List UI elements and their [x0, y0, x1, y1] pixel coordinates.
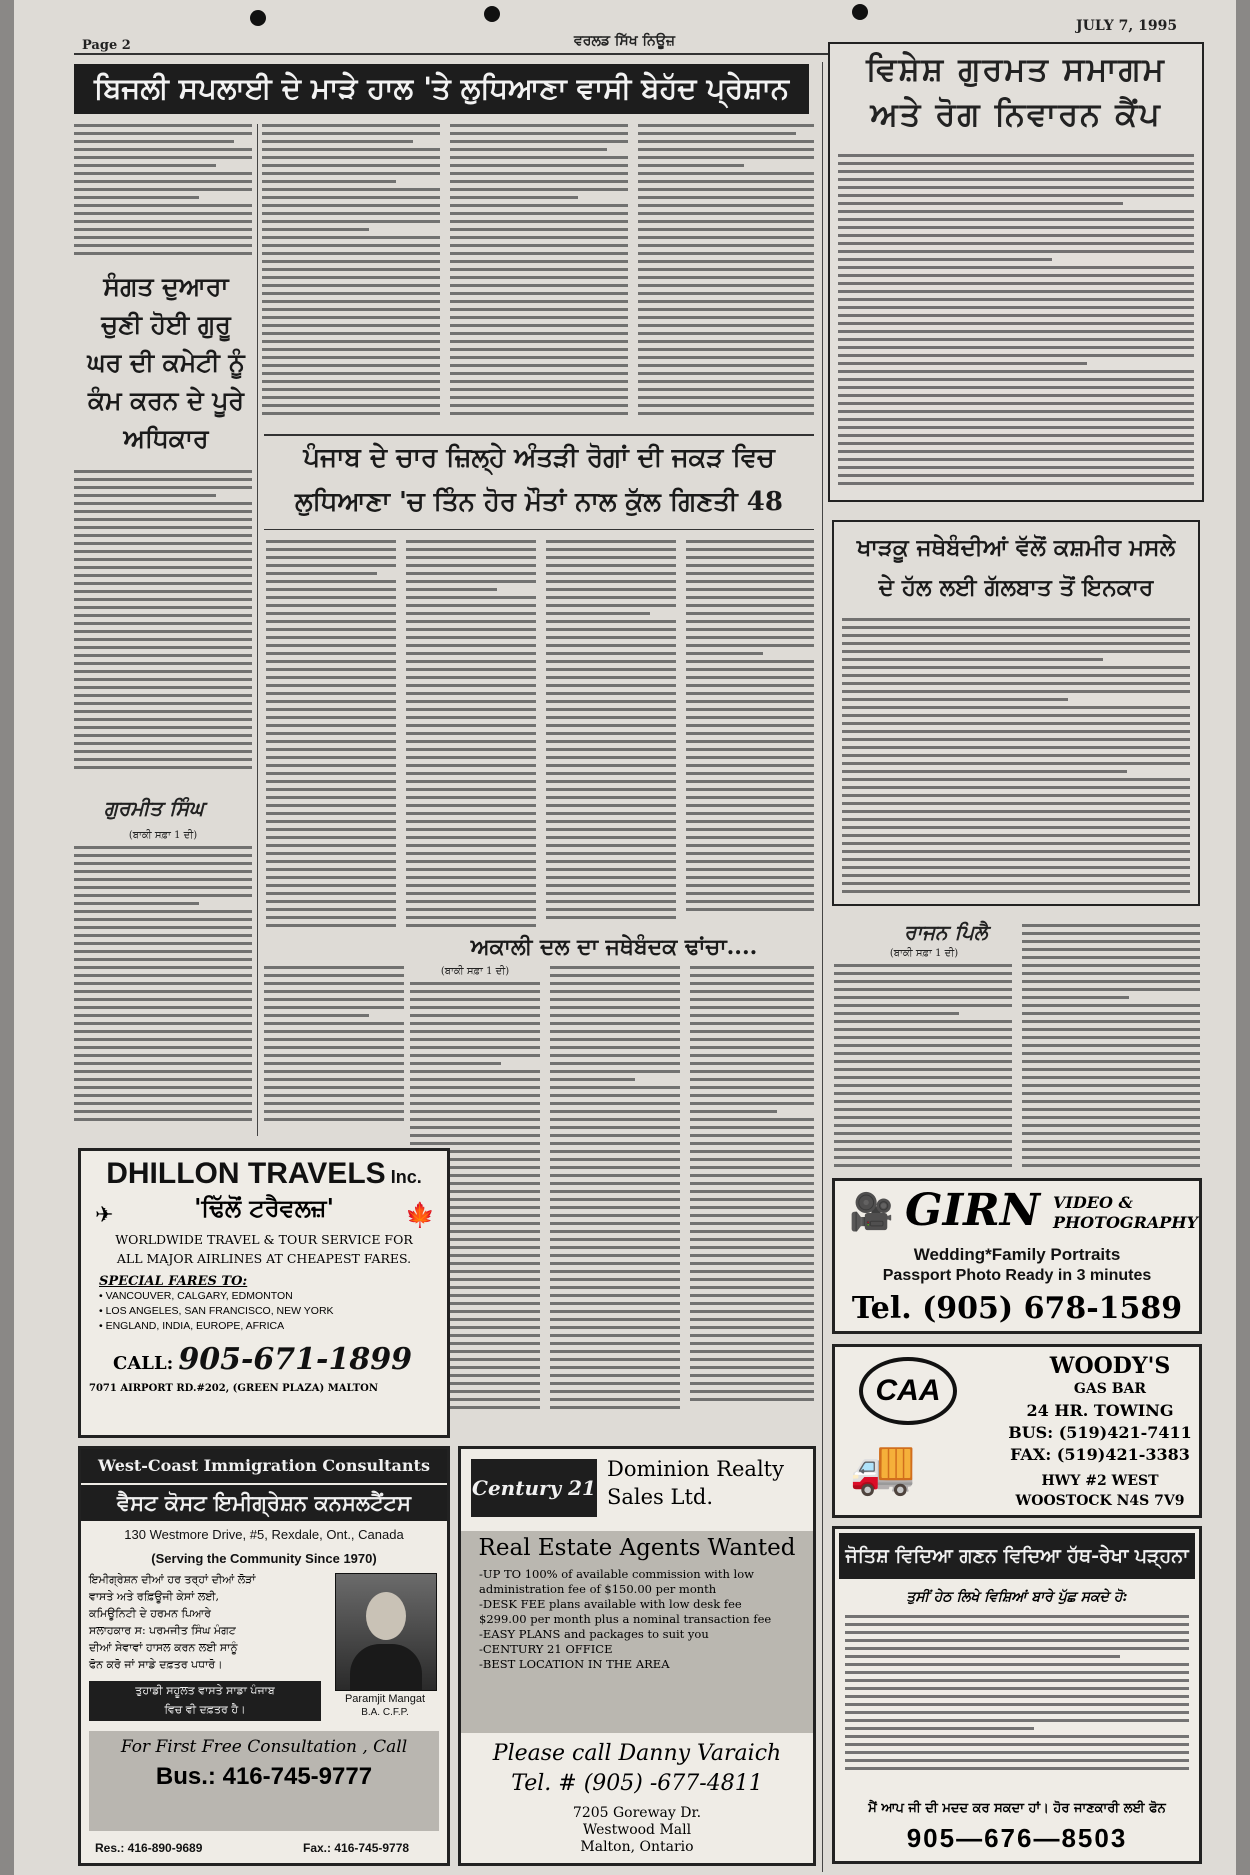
binder-hole [852, 4, 868, 20]
disease-story-headline-line1: ਪੰਜਾਬ ਦੇ ਚਾਰ ਜ਼ਿਲ੍ਹੇ ਅੰਤੜੀ ਰੋਗਾਂ ਦੀ ਜਕੜ ਵਿਚ [303, 443, 775, 473]
dhillon-title [81, 1157, 447, 1191]
perk-line: -DESK FEE plans available with low desk fee [479, 1597, 742, 1611]
wc-body-line: ਵਾਸਤੇ ਅਤੇ ਰਫ਼ਿਊਜੀ ਕੇਸਾਂ ਲਈ, [89, 1590, 219, 1603]
wc-body-line: ਫੋਨ ਕਰੋ ਜਾਂ ਸਾਡੇ ਦਫ਼ਤਰ ਪਧਾਰੋ। [89, 1658, 223, 1671]
dhillon-travels-ad [78, 1148, 450, 1438]
binder-hole [484, 6, 500, 22]
lead-article-column [262, 124, 440, 424]
consultant-suit [350, 1644, 422, 1690]
girn-service-line2: PHOTOGRAPHY [1053, 1213, 1198, 1232]
gurmat-headline-line2: ਅਤੇ ਰੋਗ ਨਿਵਾਰਨ ਕੈਂਪ [870, 95, 1162, 133]
century21-wanted: Real Estate Agents Wanted [478, 1535, 796, 1561]
wc-fax: Fax.: 416-745-9778 [303, 1841, 410, 1855]
disease-story-column [406, 540, 536, 930]
woodys-sub: GAS BAR [1073, 1381, 1147, 1397]
girn-service-line1: VIDEO & [1053, 1193, 1133, 1212]
wc-body-line: ਕਮਿਊਨਿਟੀ ਦੇ ਹਰਮਨ ਪਿਆਰੇ [89, 1607, 211, 1620]
girn-passport: Passport Photo Ready in 3 minutes [882, 1267, 1152, 1284]
century21-company-line2: Sales Ltd. [607, 1485, 714, 1509]
camera-tripod-icon: 🎥 [849, 1192, 894, 1233]
wc-since: (Serving the Community Since 1970) [151, 1551, 377, 1566]
century21-address-line: Westwood Mall [582, 1822, 692, 1838]
newspaper-page [14, 0, 1236, 1875]
jyotish-title: ਜੋਤਿਸ਼ ਵਿਦਿਆ ਗਣਨ ਵਿਦਿਆ ਹੱਥ-ਰੇਖਾ ਪੜ੍ਹਨਾ [839, 1533, 1195, 1579]
wc-res-phone: Res.: 416-890-9689 [95, 1841, 203, 1855]
masthead-title: ਵਰਲਡ ਸਿੱਖ ਨਿਊਜ਼ [574, 33, 675, 49]
wc-punjabi-name: ਵੈਸਟ ਕੋਸਟ ਇਮੀਗ੍ਰੇਸ਼ਨ ਕਨਸਲਟੈਂਟਸ [81, 1485, 447, 1521]
century21-company-line1: Dominion Realty [607, 1457, 784, 1481]
wc-punjab-line: ਤੁਹਾਡੀ ਸਹੂਲਤ ਵਾਸਤੇ ਸਾਡਾ ਪੰਜਾਬ [135, 1684, 275, 1697]
page-label: Page 2 [82, 38, 131, 53]
jyotish-help: ਮੈਂ ਆਪ ਜੀ ਦੀ ਮਦਦ ਕਰ ਸਕਦਾ ਹਾਂ। ਹੋਰ ਜਾਣਕਾਰੀ ਲਈ ਫੋਨ [868, 1801, 1166, 1816]
gurmat-samagam-box [828, 42, 1204, 502]
rajan-article-column [834, 964, 1012, 1170]
lead-article-column [74, 124, 252, 262]
kashmir-headline-line2: ਦੇ ਹੱਲ ਲਈ ਗੱਲਬਾਤ ਤੋਂ ਇਨਕਾਰ [878, 574, 1154, 601]
perk-line: -CENTURY 21 OFFICE [479, 1642, 613, 1656]
tow-truck-icon: 🚚 [849, 1435, 917, 1498]
perk-line: $299.00 per month plus a nominal transaction fee [479, 1612, 772, 1626]
akali-story-continued: (ਬਾਕੀ ਸਫ਼ਾ 1 ਦੀ) [440, 966, 510, 977]
wc-contact-panel [89, 1731, 439, 1831]
wc-punjab-office [89, 1681, 321, 1721]
fare-line: • LOS ANGELES, SAN FRANCISCO, NEW YORK [99, 1305, 334, 1317]
rajan-byline: ਰਾਜਨ ਪਿਲੈ [904, 920, 988, 944]
consultant-photo [335, 1573, 437, 1691]
jyotish-ask: ਤੁਸੀਂ ਹੇਠ ਲਿਖੇ ਵਿਸ਼ਿਆਂ ਬਾਰੇ ਪੁੱਛ ਸਕਦੇ ਹੋ: [906, 1589, 1128, 1605]
akali-story-column [264, 966, 404, 1126]
disease-story-column [686, 540, 814, 930]
side-story-headline: ਸੰਗਤ ਦੁਆਰਾ ਚੁਣੀ ਹੋਈ ਗੁਰੂ ਘਰ ਦੀ ਕਮੇਟੀ ਨੂੰ ਕੰਮ ਕਰਨ ਦੇ ਪੂਰੇ ਅਧਿਕਾਰ [87, 272, 245, 453]
issue-date: JULY 7, 1995 [1076, 18, 1178, 34]
girn-photography-ad [832, 1178, 1202, 1334]
wc-body-line: ਦੀਆਂ ਸੇਵਾਵਾਂ ਹਾਸਲ ਕਰਨ ਲਈ ਸਾਨੂੰ [89, 1641, 238, 1654]
disease-story-column [266, 540, 396, 930]
century21-phone: Tel. # (905) -677-4811 [511, 1771, 763, 1796]
girn-wedding: Wedding*Family Portraits [913, 1245, 1121, 1264]
dhillon-phone-line [113, 1342, 447, 1377]
disease-story-column [546, 540, 676, 930]
side-story-column [74, 846, 252, 1136]
wc-body-line: ਇਮੀਗ੍ਰੇਸ਼ਨ ਦੀਆਂ ਹਰ ਤਰ੍ਹਾਂ ਦੀਆਂ ਲੋੜਾਂ [89, 1573, 256, 1586]
kashmir-article-text [842, 618, 1190, 898]
dhillon-tagline-2: ALL MAJOR AIRLINES AT CHEAPEST FARES. [116, 1251, 412, 1266]
column-rule [257, 124, 258, 1136]
jyotish-topics-text [845, 1615, 1189, 1795]
wc-bus-phone: Bus.: 416-745-9777 [155, 1763, 373, 1790]
consultant-face [366, 1592, 406, 1640]
akali-story-column [690, 966, 814, 1422]
woodys-towing: 24 HR. TOWING [1026, 1401, 1174, 1420]
woodys-address-line2: WOOSTOCK N4S 7V9 [1015, 1493, 1185, 1509]
wc-address: 130 Westmore Drive, #5, Rexdale, Ont., Canada [124, 1527, 404, 1542]
wc-body [89, 1571, 325, 1673]
fare-line: • ENGLAND, INDIA, EUROPE, AFRICA [99, 1320, 285, 1332]
perk-line: -BEST LOCATION IN THE AREA [479, 1657, 670, 1671]
woodys-towing-ad [832, 1344, 1202, 1518]
airplane-icon: ✈ [95, 1203, 114, 1228]
kashmir-box [832, 520, 1200, 906]
rajan-continued: (ਬਾਕੀ ਸਫ਼ਾ 1 ਦੀ) [889, 948, 959, 959]
century21-ad [458, 1446, 816, 1866]
maple-leaf-icon: 🍁 [405, 1201, 435, 1229]
lead-article-column [638, 124, 814, 424]
side-story-byline: ਗੁਰਮੀਤ ਸਿੰਘ [104, 796, 204, 820]
jyotish-phone: 905—676—8503 [906, 1823, 1128, 1853]
century21-perks [479, 1567, 813, 1672]
dhillon-punjabi-name: 'ਢਿੱਲੋਂ ਟਰੈਵਲਜ਼' [194, 1193, 334, 1222]
binder-hole [250, 10, 266, 26]
perk-line: administration fee of $150.00 per month [479, 1582, 717, 1596]
woodys-address-line1: HWY #2 WEST [1041, 1473, 1159, 1489]
century21-call: Please call Danny Varaich [492, 1741, 782, 1766]
rajan-article-column [1022, 924, 1200, 1170]
kashmir-headline-line1: ਖਾੜਕੂ ਜਥੇਬੰਦੀਆਂ ਵੱਲੋਂ ਕਸ਼ਮੀਰ ਮਸਲੇ [856, 534, 1176, 561]
wc-punjab-line: ਵਿਚ ਵੀ ਦਫ਼ਤਰ ਹੈ। [164, 1703, 246, 1716]
side-story-column [74, 470, 252, 780]
century21-address-line: Malton, Ontario [580, 1839, 694, 1855]
dhillon-name: DHILLON TRAVELS [106, 1157, 386, 1190]
girn-name: GIRN [905, 1185, 1040, 1236]
side-story-continued: (ਬਾਕੀ ਸਫ਼ਾ 1 ਦੀ) [128, 830, 198, 841]
perk-line: -UP TO 100% of available commission with low [479, 1567, 754, 1581]
fare-line: • VANCOUVER, CALGARY, EDMONTON [99, 1290, 293, 1302]
century21-address-line: 7205 Goreway Dr. [572, 1805, 702, 1821]
gurmat-article-text [838, 154, 1194, 494]
perk-line: -EASY PLANS and packages to suit you [479, 1627, 709, 1641]
dhillon-phone: 905-671-1899 [178, 1342, 412, 1377]
girn-phone: Tel. (905) 678-1589 [851, 1291, 1183, 1326]
wc-name: West-Coast Immigration Consultants [81, 1449, 447, 1483]
wc-person-title: B.A. C.F.P. [361, 1707, 409, 1718]
dhillon-call-label: CALL: [113, 1353, 174, 1374]
dhillon-special-title: SPECIAL FARES TO: [99, 1274, 248, 1289]
woodys-bus-phone: BUS: (519)421-7411 [1008, 1423, 1192, 1442]
lead-article-column [450, 124, 628, 424]
century21-perks-panel [461, 1531, 813, 1733]
dhillon-address: 7071 AIRPORT RD.#202, (GREEN PLAZA) MALTON [89, 1383, 379, 1394]
wc-consult: For First Free Consultation , Call [120, 1737, 408, 1757]
column-rule [822, 62, 823, 1872]
century21-address [461, 1805, 813, 1856]
disease-story-headline-line2: ਲੁਧਿਆਣਾ 'ਚ ਤਿੰਨ ਹੋਰ ਮੌਤਾਂ ਨਾਲ ਕੁੱਲ ਗਿਣਤੀ 48 [295, 487, 783, 517]
west-coast-immigration-ad [78, 1446, 450, 1866]
wc-body-line: ਸਲਾਹਕਾਰ ਸ: ਪਰਮਜੀਤ ਸਿੰਘ ਮੰਗਟ [89, 1624, 236, 1637]
caa-logo: CAA [859, 1357, 957, 1425]
wc-person-name: Paramjit Mangat [344, 1693, 426, 1705]
disease-story-header [264, 434, 814, 530]
dhillon-suffix: Inc. [390, 1167, 422, 1187]
lead-headline: ਬਿਜਲੀ ਸਪਲਾਈ ਦੇ ਮਾੜੇ ਹਾਲ 'ਤੇ ਲੁਧਿਆਣਾ ਵਾਸੀ ਬੇਹੱਦ ਪ੍ਰੇਸ਼ਾਨ [74, 64, 809, 114]
century21-logo: Century 21 [471, 1459, 597, 1517]
jyotish-ad [832, 1526, 1202, 1864]
akali-story-column [550, 966, 680, 1422]
gurmat-headline-line1: ਵਿਸ਼ੇਸ਼ ਗੁਰਮਤ ਸਮਾਗਮ [866, 50, 1166, 88]
woodys-name: WOODY'S [1049, 1353, 1171, 1379]
akali-story-headline: ਅਕਾਲੀ ਦਲ ਦਾ ਜਥੇਬੰਦਕ ਢਾਂਚਾ.... [470, 934, 758, 960]
woodys-fax: FAX: (519)421-3383 [1010, 1445, 1190, 1464]
dhillon-tagline-1: WORLDWIDE TRAVEL & TOUR SERVICE FOR [115, 1232, 413, 1247]
dhillon-fares [99, 1289, 447, 1334]
